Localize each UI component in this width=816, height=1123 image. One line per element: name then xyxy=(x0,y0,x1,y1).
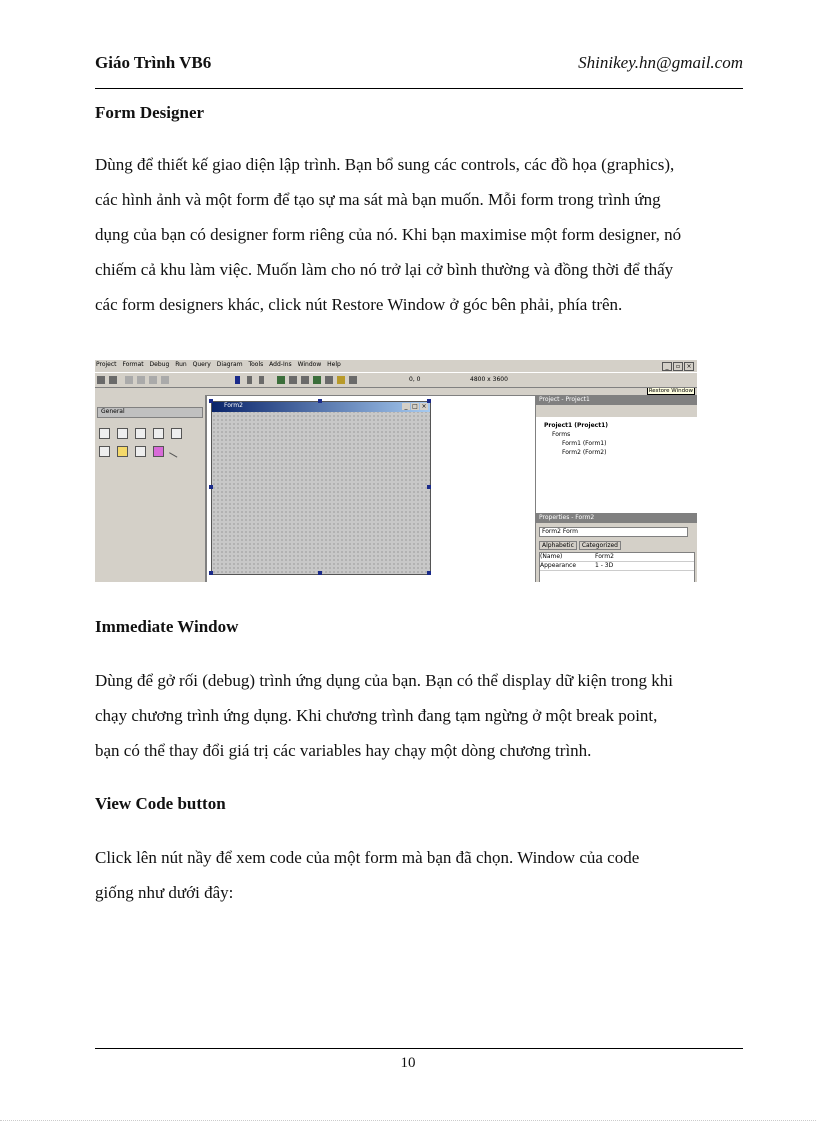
property-row[interactable] xyxy=(540,553,694,562)
properties-panel-title: Properties - Form2 xyxy=(536,514,697,523)
tab-alphabetic[interactable]: Alphabetic xyxy=(539,541,577,550)
project-explorer-panel xyxy=(535,395,697,515)
menu-item[interactable]: Add-Ins xyxy=(269,361,292,368)
resize-handle[interactable] xyxy=(427,399,431,403)
menu-item[interactable]: Format xyxy=(122,361,144,368)
break-icon[interactable] xyxy=(247,376,252,384)
option-tool-icon[interactable] xyxy=(153,428,164,439)
heading-form-designer: Form Designer xyxy=(95,103,205,122)
menu-item[interactable]: Tools xyxy=(248,361,264,368)
form-window-buttons xyxy=(401,403,428,410)
tree-item[interactable]: Form2 (Form2) xyxy=(562,449,607,456)
text-line: Dùng để thiết kế giao diện lập trình. Bạn bổ sung các controls, các đồ họa (graphics), xyxy=(95,155,675,174)
resize-handle[interactable] xyxy=(318,571,322,575)
tree-root[interactable]: Project1 (Project1) xyxy=(544,422,608,429)
property-value: 1 - 3D xyxy=(595,562,614,569)
form-designer-window[interactable] xyxy=(211,401,431,575)
file-tool-icon[interactable] xyxy=(135,446,146,457)
toolbox-icon[interactable] xyxy=(325,376,333,384)
project-panel-title: Project - Project1 xyxy=(536,396,697,405)
heading-immediate-window: Immediate Window xyxy=(95,617,239,636)
run-icon[interactable] xyxy=(235,376,240,384)
property-value: Form2 xyxy=(595,553,614,560)
data-view-icon[interactable] xyxy=(337,376,345,384)
property-row[interactable] xyxy=(540,562,694,571)
cut-icon[interactable] xyxy=(125,376,133,384)
text-line: bạn có thể thay đổi giá trị các variables hay chạy một dòng chương trình. xyxy=(95,741,592,760)
paragraph-immediate-window xyxy=(95,663,745,768)
text-line: chạy chương trình ứng dụng. Khi chương trình đang tạm ngừng ở một break point, xyxy=(95,706,658,725)
copy-icon[interactable] xyxy=(137,376,145,384)
label-tool-icon[interactable] xyxy=(117,428,128,439)
text-line: các form designers khác, click nút Restore Window ở góc bên phải, phía trên. xyxy=(95,295,623,314)
project-tree xyxy=(544,421,608,457)
paste-icon[interactable] xyxy=(149,376,157,384)
ide-menubar xyxy=(95,360,697,371)
checkbox-tool-icon[interactable] xyxy=(135,428,146,439)
header-title: Giáo Trình VB6 xyxy=(95,53,212,72)
object-browser-icon[interactable] xyxy=(313,376,321,384)
project-panel-toolbar xyxy=(536,405,697,417)
vb6-ide-screenshot xyxy=(95,360,697,582)
menu-item[interactable]: Project xyxy=(96,361,117,368)
paragraph-view-code xyxy=(95,840,745,910)
resize-handle[interactable] xyxy=(427,571,431,575)
menu-item[interactable]: Run xyxy=(175,361,187,368)
menu-item[interactable]: Window xyxy=(297,361,322,368)
properties-icon[interactable] xyxy=(289,376,297,384)
project-explorer-icon[interactable] xyxy=(277,376,285,384)
text-line: Dùng để gở rối (debug) trình ứng dụng của bạn. Bạn có thể display dữ kiện trong khi xyxy=(95,671,673,690)
heading-view-code: View Code button xyxy=(95,794,226,813)
resize-handle[interactable] xyxy=(427,485,431,489)
line-tool-icon[interactable] xyxy=(169,444,182,457)
component-manager-icon[interactable] xyxy=(349,376,357,384)
close-icon[interactable]: × xyxy=(421,403,427,410)
toolbox-panel xyxy=(95,395,206,582)
form-layout-icon[interactable] xyxy=(301,376,309,384)
resize-handle[interactable] xyxy=(318,399,322,403)
position-readout: 0, 0 xyxy=(409,376,421,383)
properties-tabs xyxy=(539,541,621,550)
tree-item[interactable]: Form1 (Form1) xyxy=(562,440,607,447)
text-line: các hình ảnh và một form để tạo sự ma sát mà bạn muốn. Mỗi form trong trình ứng xyxy=(95,190,661,209)
page-number: 10 xyxy=(400,1055,416,1071)
restore-window-icon[interactable]: ▫ xyxy=(673,362,683,371)
resize-handle[interactable] xyxy=(209,399,213,403)
property-name: (Name) xyxy=(540,553,563,560)
text-line: dụng của bạn có designer form riêng của nó. Khi bạn maximise một form designer, nó xyxy=(95,225,682,244)
text-line: Click lên nút nầy để xem code của một form mà bạn đã chọn. Window của code xyxy=(95,848,640,867)
header-divider xyxy=(95,88,743,89)
properties-object-select[interactable]: Form2 Form xyxy=(539,527,688,537)
menu-item[interactable]: Debug xyxy=(149,361,170,368)
properties-panel xyxy=(535,513,697,582)
form-title-bar: Form2 xyxy=(212,402,430,412)
maximize-icon[interactable]: □ xyxy=(412,403,418,410)
page-edge xyxy=(0,1120,816,1121)
stop-icon[interactable] xyxy=(259,376,264,384)
ide-toolbar xyxy=(95,372,697,388)
menu-item[interactable]: Diagram xyxy=(216,361,243,368)
minimize-icon[interactable]: _ xyxy=(662,362,672,371)
find-icon[interactable] xyxy=(161,376,169,384)
shape-tool-icon[interactable] xyxy=(153,446,164,457)
header-email: Shinikey.hn@gmail.com xyxy=(578,53,743,72)
frame-tool-icon[interactable] xyxy=(99,446,110,457)
resize-handle[interactable] xyxy=(209,571,213,575)
minimize-icon[interactable]: _ xyxy=(402,403,410,410)
save-icon[interactable] xyxy=(109,376,117,384)
properties-grid xyxy=(539,552,695,582)
pointer-tool-icon[interactable] xyxy=(99,428,110,439)
paragraph-form-designer xyxy=(95,147,745,322)
footer-divider xyxy=(95,1048,743,1049)
open-icon[interactable] xyxy=(97,376,105,384)
ide-window-controls xyxy=(661,362,694,371)
resize-handle[interactable] xyxy=(209,485,213,489)
tab-categorized[interactable]: Categorized xyxy=(579,541,621,550)
menu-item[interactable]: Help xyxy=(327,361,341,368)
restore-window-tooltip: Restore Window xyxy=(648,388,693,394)
size-readout: 4800 x 3600 xyxy=(470,376,508,383)
tree-folder[interactable]: Forms xyxy=(552,431,571,438)
close-icon[interactable]: × xyxy=(684,362,694,371)
menu-item[interactable]: Query xyxy=(192,361,211,368)
text-line: chiếm cả khu làm việc. Muốn làm cho nó trở lại cở bình thường và đồng thời để thấy xyxy=(95,260,674,279)
listbox-tool-icon[interactable] xyxy=(171,428,182,439)
text-line: giống như dưới đây: xyxy=(95,883,234,902)
folder-tool-icon[interactable] xyxy=(117,446,128,457)
toolbox-tab-general[interactable]: General xyxy=(97,407,203,418)
property-name: Appearance xyxy=(540,562,577,569)
